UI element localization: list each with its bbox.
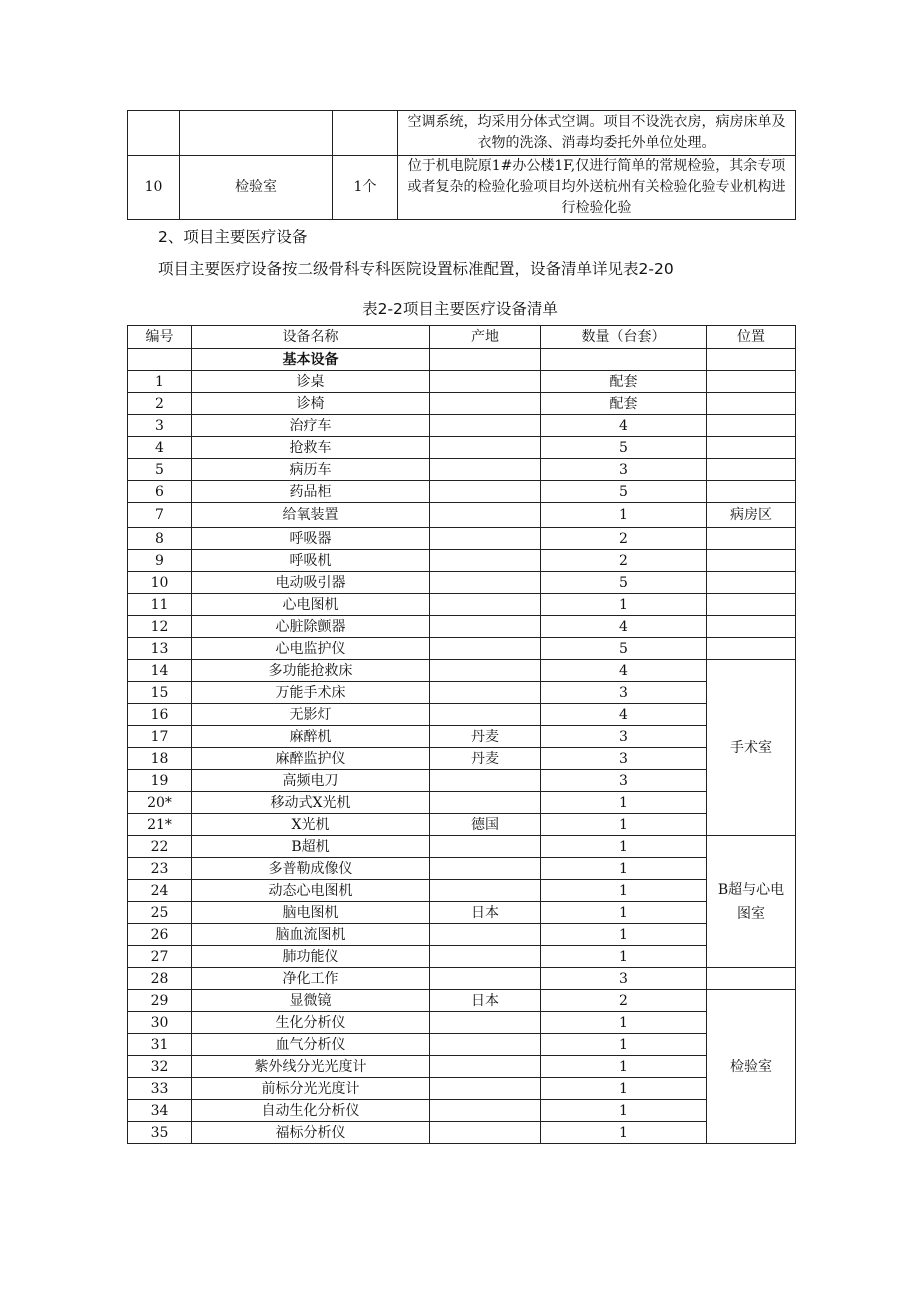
cell-num: 17 <box>128 726 192 748</box>
table-row <box>128 968 796 990</box>
cell-location <box>707 393 796 415</box>
cell-location: 病房区 <box>707 503 796 528</box>
cell-location <box>707 616 796 638</box>
cell-qty: 5 <box>541 481 707 503</box>
table-row <box>128 371 796 393</box>
cell-name: 多普勒成像仪 <box>192 858 430 880</box>
cell-name: 脑血流图机 <box>192 924 430 946</box>
cell-location <box>707 437 796 459</box>
cell-qty: 3 <box>541 682 707 704</box>
cell-num: 27 <box>128 946 192 968</box>
cell-num: 35 <box>128 1122 192 1144</box>
cell-num: 31 <box>128 1034 192 1056</box>
cell-name: 无影灯 <box>192 704 430 726</box>
cell-name: 肺功能仪 <box>192 946 430 968</box>
cell-name: 移动式X光机 <box>192 792 430 814</box>
cell-origin <box>430 836 541 858</box>
cell-name: 诊椅 <box>192 393 430 415</box>
cell-location <box>707 528 796 550</box>
cell-name: 净化工作 <box>192 968 430 990</box>
cell-origin <box>430 481 541 503</box>
table-row <box>128 946 796 968</box>
cell-qty: 4 <box>541 704 707 726</box>
cell-qty: 1 <box>541 1100 707 1122</box>
cell-origin <box>430 415 541 437</box>
facility-num: 10 <box>128 156 180 220</box>
cell-name: 心电图机 <box>192 594 430 616</box>
cell-num: 7 <box>128 503 192 528</box>
cell-qty: 1 <box>541 946 707 968</box>
cell-origin <box>430 459 541 481</box>
cell-qty: 5 <box>541 437 707 459</box>
cell-location <box>707 371 796 393</box>
cell-qty: 配套 <box>541 393 707 415</box>
cell-num: 6 <box>128 481 192 503</box>
cell-origin <box>430 616 541 638</box>
cell-origin <box>430 1122 541 1144</box>
cell-origin: 日本 <box>430 902 541 924</box>
cell-num: 20* <box>128 792 192 814</box>
table-row <box>128 550 796 572</box>
cell-origin <box>430 638 541 660</box>
cell-origin <box>430 572 541 594</box>
cell-qty: 2 <box>541 528 707 550</box>
header-name: 设备名称 <box>192 326 430 349</box>
cell-num: 2 <box>128 393 192 415</box>
cell-name: 动态心电图机 <box>192 880 430 902</box>
cell-qty: 1 <box>541 902 707 924</box>
group-label: 基本设备 <box>192 349 430 371</box>
cell-name: 药品柜 <box>192 481 430 503</box>
table-row <box>128 1056 796 1078</box>
cell-origin <box>430 968 541 990</box>
cell-origin <box>430 924 541 946</box>
cell-qty: 1 <box>541 1078 707 1100</box>
cell-origin <box>430 550 541 572</box>
table-row <box>128 660 796 682</box>
cell-name: 自动生化分析仪 <box>192 1100 430 1122</box>
cell-name: 麻醉机 <box>192 726 430 748</box>
cell-location <box>707 572 796 594</box>
cell-qty: 5 <box>541 638 707 660</box>
cell-origin <box>430 393 541 415</box>
cell-qty: 1 <box>541 503 707 528</box>
table-row <box>128 1034 796 1056</box>
cell-num: 3 <box>128 415 192 437</box>
cell-name: 脑电图机 <box>192 902 430 924</box>
header-origin: 产地 <box>430 326 541 349</box>
cell-qty: 1 <box>541 792 707 814</box>
cell-num: 30 <box>128 1012 192 1034</box>
facility-desc: 空调系统，均采用分体式空调。项目不设洗衣房，病房床单及衣物的洗涤、消毒均委托外单位处理。 <box>398 111 796 156</box>
table-row <box>128 437 796 459</box>
cell-qty: 3 <box>541 459 707 481</box>
header-num: 编号 <box>128 326 192 349</box>
cell-qty: 1 <box>541 1012 707 1034</box>
cell-origin <box>430 880 541 902</box>
cell-name: 心电监护仪 <box>192 638 430 660</box>
cell-origin: 丹麦 <box>430 726 541 748</box>
cell-location: 手术室 <box>707 660 796 836</box>
cell-num: 25 <box>128 902 192 924</box>
cell-location <box>707 415 796 437</box>
cell-origin <box>430 858 541 880</box>
cell-num: 23 <box>128 858 192 880</box>
cell-origin <box>430 660 541 682</box>
cell-origin <box>430 437 541 459</box>
cell-num: 8 <box>128 528 192 550</box>
cell-name: 显微镜 <box>192 990 430 1012</box>
table-row <box>128 1078 796 1100</box>
section-heading: 2、项目主要医疗设备 <box>158 228 308 246</box>
cell-location <box>707 638 796 660</box>
cell-qty: 1 <box>541 1034 707 1056</box>
cell-name: 麻醉监护仪 <box>192 748 430 770</box>
table-row <box>128 572 796 594</box>
cell-name: 心脏除颤器 <box>192 616 430 638</box>
cell-name: 福标分析仪 <box>192 1122 430 1144</box>
cell-name: B超机 <box>192 836 430 858</box>
cell-qty: 3 <box>541 748 707 770</box>
cell-qty: 1 <box>541 814 707 836</box>
cell-num: 22 <box>128 836 192 858</box>
cell-qty: 4 <box>541 415 707 437</box>
cell-name: 病历车 <box>192 459 430 481</box>
equipment-table <box>127 325 796 1144</box>
cell-name: 万能手术床 <box>192 682 430 704</box>
cell-name: 给氧装置 <box>192 503 430 528</box>
table-row <box>128 726 796 748</box>
cell-qty: 1 <box>541 924 707 946</box>
header-location: 位置 <box>707 326 796 349</box>
table-row <box>128 503 796 528</box>
cell-origin <box>430 1012 541 1034</box>
cell-name: 紫外线分光光度计 <box>192 1056 430 1078</box>
cell-num: 32 <box>128 1056 192 1078</box>
table-row <box>128 1012 796 1034</box>
cell-location <box>707 594 796 616</box>
cell-origin <box>430 371 541 393</box>
table-row <box>128 924 796 946</box>
cell-origin <box>430 682 541 704</box>
cell-num: 28 <box>128 968 192 990</box>
cell-origin: 日本 <box>430 990 541 1012</box>
cell-origin <box>430 1056 541 1078</box>
cell-num: 15 <box>128 682 192 704</box>
cell-qty: 3 <box>541 726 707 748</box>
cell-origin <box>430 1078 541 1100</box>
cell-qty: 3 <box>541 770 707 792</box>
cell-num: 12 <box>128 616 192 638</box>
cell-num: 9 <box>128 550 192 572</box>
facility-num <box>128 111 180 156</box>
cell-name: 高频电刀 <box>192 770 430 792</box>
header-qty: 数量（台套） <box>541 326 707 349</box>
cell-location <box>707 968 796 990</box>
table-row <box>128 594 796 616</box>
cell-num: 26 <box>128 924 192 946</box>
cell-qty: 3 <box>541 968 707 990</box>
cell-location: 检验室 <box>707 990 796 1144</box>
cell-num: 18 <box>128 748 192 770</box>
table-row <box>128 704 796 726</box>
facility-qty <box>333 111 398 156</box>
table-row <box>128 481 796 503</box>
cell-origin: 丹麦 <box>430 748 541 770</box>
cell-num: 14 <box>128 660 192 682</box>
cell-origin: 德国 <box>430 814 541 836</box>
group-row <box>128 349 796 371</box>
table-row <box>128 990 796 1012</box>
table-row <box>128 111 796 156</box>
cell-qty: 1 <box>541 1056 707 1078</box>
facility-qty: 1个 <box>333 156 398 220</box>
table-row <box>128 770 796 792</box>
cell-num: 11 <box>128 594 192 616</box>
table-row <box>128 880 796 902</box>
cell-num: 4 <box>128 437 192 459</box>
header-row <box>128 326 796 349</box>
cell-name: 抢救车 <box>192 437 430 459</box>
cell-origin <box>430 704 541 726</box>
table-row <box>128 459 796 481</box>
cell-name: X光机 <box>192 814 430 836</box>
cell-origin <box>430 503 541 528</box>
cell-qty: 1 <box>541 880 707 902</box>
cell-name: 多功能抢救床 <box>192 660 430 682</box>
cell-origin <box>430 528 541 550</box>
cell-qty: 4 <box>541 660 707 682</box>
cell-name: 呼吸机 <box>192 550 430 572</box>
intro-paragraph: 项目主要医疗设备按二级骨科专科医院设置标准配置，设备清单详见表2-20 <box>158 260 674 278</box>
cell-num: 34 <box>128 1100 192 1122</box>
cell-num: 29 <box>128 990 192 1012</box>
cell-name: 前标分光光度计 <box>192 1078 430 1100</box>
cell-qty: 配套 <box>541 371 707 393</box>
table-row <box>128 393 796 415</box>
cell-name: 电动吸引器 <box>192 572 430 594</box>
table-row <box>128 415 796 437</box>
cell-num: 16 <box>128 704 192 726</box>
cell-num: 1 <box>128 371 192 393</box>
cell-qty: 4 <box>541 616 707 638</box>
cell-location <box>707 550 796 572</box>
facility-table <box>127 110 796 220</box>
table-row <box>128 1100 796 1122</box>
cell-location <box>707 481 796 503</box>
table-row <box>128 156 796 220</box>
cell-qty: 1 <box>541 1122 707 1144</box>
cell-num: 33 <box>128 1078 192 1100</box>
cell-qty: 2 <box>541 550 707 572</box>
cell-location: B超与心电图室 <box>707 836 796 968</box>
facility-name: 检验室 <box>180 156 333 220</box>
table-row <box>128 836 796 858</box>
cell-origin <box>430 1034 541 1056</box>
table-row <box>128 858 796 880</box>
cell-origin <box>430 946 541 968</box>
cell-qty: 2 <box>541 990 707 1012</box>
cell-origin <box>430 792 541 814</box>
table-row <box>128 682 796 704</box>
table-row <box>128 902 796 924</box>
cell-origin <box>430 770 541 792</box>
table-row <box>128 1122 796 1144</box>
cell-name: 生化分析仪 <box>192 1012 430 1034</box>
table-row <box>128 616 796 638</box>
cell-origin <box>430 594 541 616</box>
cell-num: 24 <box>128 880 192 902</box>
cell-name: 治疗车 <box>192 415 430 437</box>
table-row <box>128 792 796 814</box>
cell-num: 5 <box>128 459 192 481</box>
table-row <box>128 748 796 770</box>
cell-name: 诊桌 <box>192 371 430 393</box>
table-row <box>128 814 796 836</box>
cell-origin <box>430 1100 541 1122</box>
cell-qty: 1 <box>541 594 707 616</box>
facility-desc: 位于机电院原1#办公楼1F,仅进行简单的常规检验，其余专项或者复杂的检验化验项目均外送杭州有关检验化验专业机构进行检验化验 <box>398 156 796 220</box>
facility-name <box>180 111 333 156</box>
cell-num: 10 <box>128 572 192 594</box>
cell-name: 血气分析仪 <box>192 1034 430 1056</box>
cell-num: 19 <box>128 770 192 792</box>
table-row <box>128 528 796 550</box>
cell-qty: 1 <box>541 858 707 880</box>
table-row <box>128 638 796 660</box>
table-caption: 表2-2项目主要医疗设备清单 <box>362 300 558 318</box>
cell-location <box>707 459 796 481</box>
cell-num: 21* <box>128 814 192 836</box>
cell-qty: 1 <box>541 836 707 858</box>
cell-num: 13 <box>128 638 192 660</box>
cell-name: 呼吸器 <box>192 528 430 550</box>
cell-qty: 5 <box>541 572 707 594</box>
